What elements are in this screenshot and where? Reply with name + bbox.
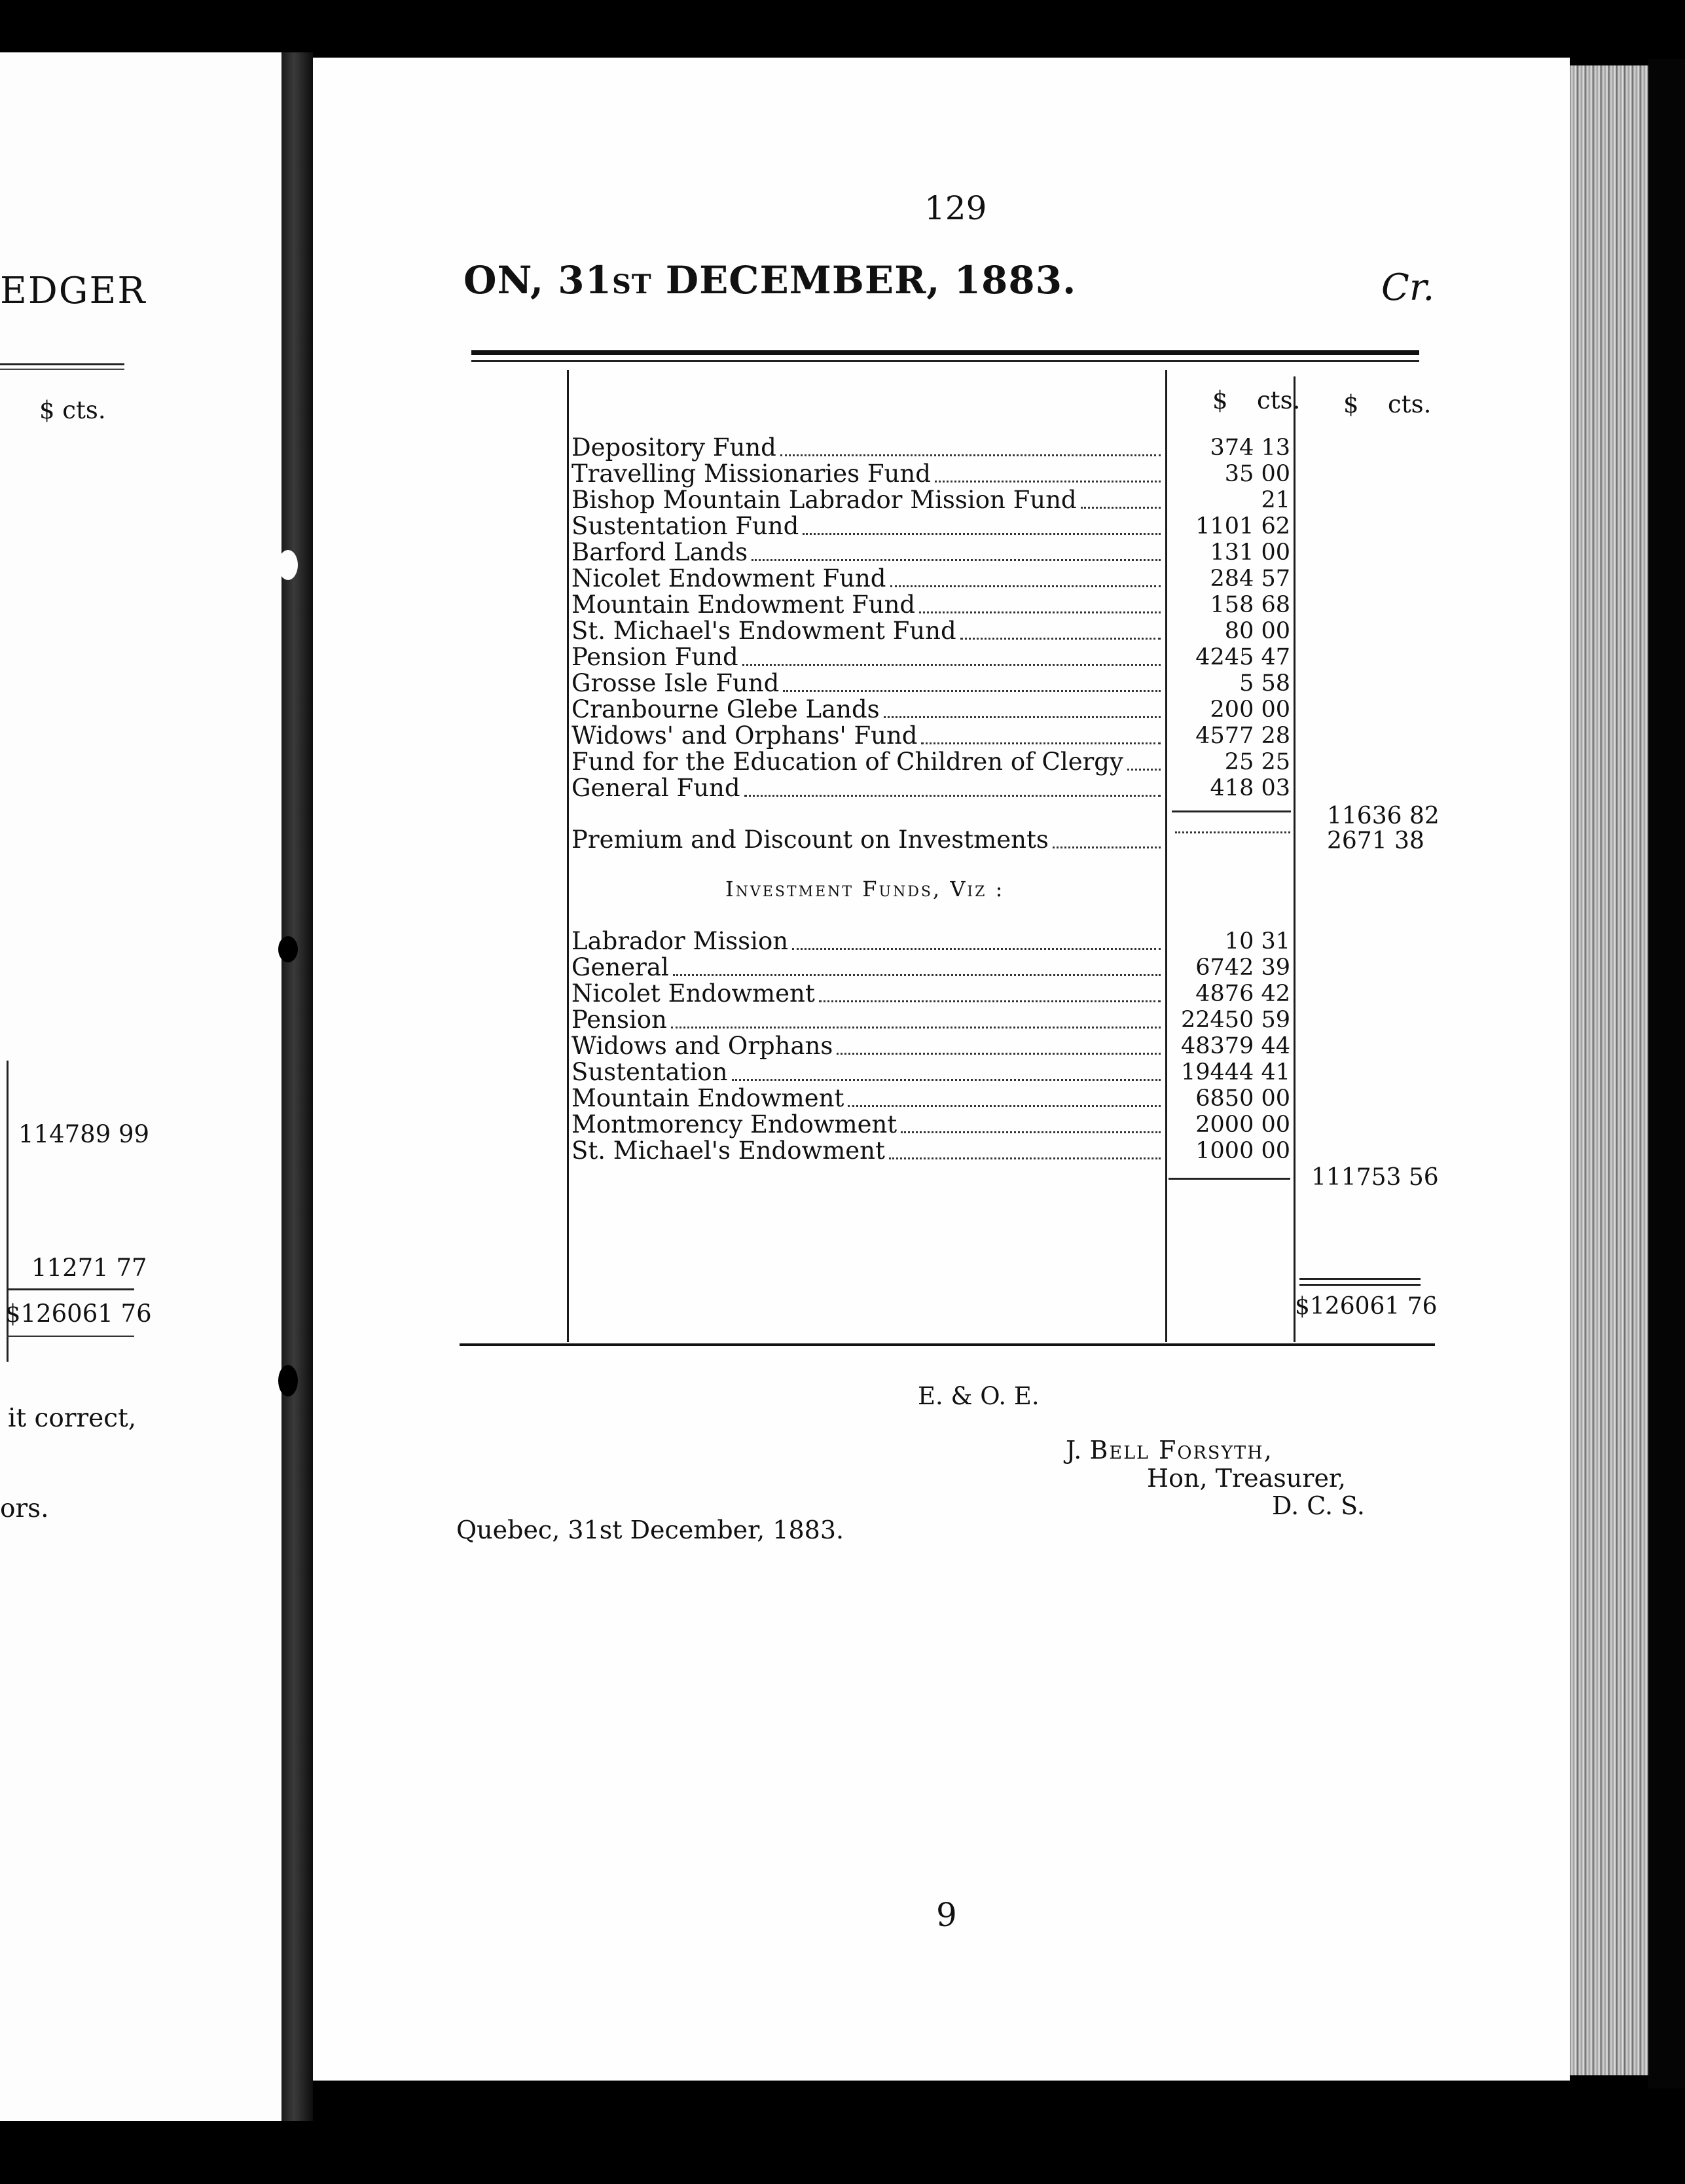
dot-leader	[1127, 769, 1161, 771]
dot-leader	[783, 690, 1161, 692]
fund-label: Sustentation Fund	[571, 512, 799, 540]
credit-label: Cr.	[1381, 266, 1435, 309]
investment-label: Mountain Endowment	[571, 1084, 844, 1112]
dot-leader	[732, 1079, 1161, 1081]
dot-leader	[1053, 846, 1161, 848]
fund-row	[571, 748, 1290, 776]
dot-leader	[921, 742, 1161, 744]
investment-row	[571, 1137, 1290, 1165]
place-date: Quebec, 31st December, 1883.	[456, 1516, 844, 1544]
fund-amount: 80 00	[1224, 618, 1290, 644]
fund-label: Pension Fund	[571, 643, 738, 671]
investment-amount: 6850 00	[1195, 1085, 1290, 1112]
fund-amount: 25 25	[1224, 749, 1290, 775]
fund-amount: 35 00	[1224, 461, 1290, 487]
fund-label: Bishop Mountain Labrador Mission Fund	[571, 486, 1077, 514]
dot-leader	[960, 638, 1161, 640]
investment-heading: Investment Funds, Viz :	[725, 877, 1005, 901]
investment-amount: 19444 41	[1180, 1059, 1290, 1085]
investment-amount: 1000 00	[1195, 1138, 1290, 1164]
fund-row	[571, 564, 1290, 592]
signer-title: Hon, Treasurer,	[1147, 1464, 1346, 1493]
grand-total-rule	[1299, 1278, 1421, 1280]
fund-label: Travelling Missionaries Fund	[571, 460, 931, 488]
column-head-dollars: $	[1343, 390, 1359, 418]
page-heading	[463, 258, 1077, 302]
left-rule	[0, 363, 124, 365]
paper-tear	[278, 936, 298, 962]
left-amount: 11271 77	[31, 1254, 147, 1282]
premium-amount: 2671 38	[1327, 828, 1424, 854]
table-column-line	[1294, 376, 1295, 1342]
left-column-head: $ cts.	[39, 396, 106, 424]
double-rule	[471, 360, 1419, 362]
left-text-fragment: ors.	[0, 1494, 49, 1523]
fund-label: Grosse Isle Fund	[571, 669, 780, 697]
investment-row	[571, 1032, 1290, 1060]
fund-amount: 4245 47	[1195, 644, 1290, 670]
investments-total: 111753 56	[1311, 1164, 1439, 1191]
table-column-line	[567, 370, 569, 1342]
dot-leader	[742, 664, 1161, 666]
fund-row	[571, 591, 1290, 619]
investment-amount: 6742 39	[1195, 955, 1290, 981]
signer-surname: Bell Forsyth,	[1089, 1436, 1273, 1465]
dot-leader	[819, 1000, 1161, 1002]
investment-amount: 22450 59	[1180, 1007, 1290, 1033]
fund-row	[571, 460, 1290, 488]
investment-amount: 48379 44	[1180, 1033, 1290, 1059]
fund-row	[571, 486, 1290, 514]
left-amount: 114789 99	[18, 1120, 150, 1148]
book-gutter	[281, 52, 313, 2121]
fund-label: Barford Lands	[571, 538, 748, 566]
investment-row	[571, 927, 1290, 955]
investment-label: Widows and Orphans	[571, 1032, 833, 1060]
dot-leader	[803, 533, 1161, 535]
fund-row	[571, 721, 1290, 750]
investment-row	[571, 979, 1290, 1008]
page-edges	[1570, 65, 1648, 2075]
dot-leader	[901, 1131, 1161, 1133]
dot-leader	[673, 974, 1161, 976]
fund-label: St. Michael's Endowment Fund	[571, 617, 956, 645]
dot-leader	[884, 716, 1161, 718]
paper-tear	[278, 550, 298, 580]
left-rule	[7, 1288, 134, 1290]
funds-total: 11636 82	[1327, 803, 1440, 829]
errors-omissions-note: E. & O. E.	[918, 1382, 1040, 1410]
left-rule	[7, 1336, 134, 1337]
table-column-line	[1165, 370, 1167, 1342]
fund-amount: 158 68	[1210, 592, 1290, 618]
investment-label: St. Michael's Endowment	[571, 1137, 885, 1165]
signature-mark: 9	[936, 1896, 957, 1934]
left-total: $126061 76	[5, 1300, 152, 1328]
investment-label: Labrador Mission	[571, 927, 789, 955]
investment-row	[571, 1058, 1290, 1086]
investment-row	[571, 1110, 1290, 1138]
investment-label: Nicolet Endowment	[571, 979, 815, 1008]
signer-name	[1066, 1437, 1273, 1463]
left-text-fragment: it correct,	[8, 1404, 137, 1433]
fund-label: General Fund	[571, 774, 740, 802]
page-number: 129	[924, 189, 987, 227]
fund-row	[571, 433, 1290, 462]
fund-amount: 21	[1261, 487, 1290, 513]
fund-label: Cranbourne Glebe Lands	[571, 695, 880, 723]
fund-amount: 131 00	[1210, 539, 1290, 566]
dot-leader	[752, 559, 1161, 561]
left-rule	[0, 369, 124, 370]
fund-amount: 5 58	[1239, 670, 1290, 697]
left-heading-fragment: EDGER	[0, 270, 147, 312]
heading-prefix: ON, 31	[463, 258, 612, 302]
fund-row	[571, 512, 1290, 540]
subtotal-rule	[1172, 810, 1291, 812]
left-page	[0, 52, 281, 2121]
premium-label: Premium and Discount on Investments	[571, 826, 1049, 854]
dot-leader	[671, 1027, 1161, 1028]
heading-ordinal: ST	[611, 269, 652, 300]
column-head-cents: cts.	[1257, 386, 1301, 414]
premium-leader	[1175, 831, 1290, 833]
fund-amount: 200 00	[1210, 697, 1290, 723]
book-edge-shadow	[1648, 59, 1685, 2088]
signer-initial: J.	[1066, 1436, 1090, 1465]
fund-row	[571, 695, 1290, 723]
column-head-cents: cts.	[1388, 390, 1432, 418]
investment-row	[571, 1084, 1290, 1112]
fund-amount: 1101 62	[1195, 513, 1290, 539]
dot-leader	[890, 585, 1161, 587]
grand-total-rule	[1299, 1284, 1421, 1286]
fund-amount: 374 13	[1210, 435, 1290, 461]
dot-leader	[837, 1053, 1161, 1055]
dot-leader	[792, 948, 1161, 950]
dot-leader	[935, 481, 1161, 482]
investment-row	[571, 953, 1290, 981]
dot-leader	[848, 1105, 1161, 1107]
subtotal-rule	[1169, 1178, 1290, 1180]
fund-row	[571, 538, 1290, 566]
fund-label: Fund for the Education of Children of Clergy	[571, 748, 1123, 776]
dot-leader	[780, 454, 1161, 456]
investment-label: Sustentation	[571, 1058, 728, 1086]
paper-tear	[278, 1365, 298, 1396]
grand-total: $126061 76	[1295, 1293, 1438, 1320]
dot-leader	[919, 611, 1161, 613]
signer-organization: D. C. S.	[1272, 1491, 1365, 1520]
investment-label: Pension	[571, 1006, 667, 1034]
investment-amount: 2000 00	[1195, 1112, 1290, 1138]
fund-row	[571, 774, 1290, 802]
investment-amount: 10 31	[1224, 928, 1290, 955]
fund-label: Nicolet Endowment Fund	[571, 564, 886, 592]
investment-label: General	[571, 953, 669, 981]
fund-label: Widows' and Orphans' Fund	[571, 721, 918, 750]
fund-row	[571, 617, 1290, 645]
fund-amount: 284 57	[1210, 566, 1290, 592]
dot-leader	[744, 795, 1161, 797]
premium-row	[571, 827, 1164, 853]
double-rule	[471, 350, 1419, 355]
dot-leader	[889, 1157, 1161, 1159]
column-head-dollars: $	[1212, 386, 1228, 414]
investment-label: Montmorency Endowment	[571, 1110, 897, 1138]
fund-row	[571, 669, 1290, 697]
fund-label: Depository Fund	[571, 433, 776, 462]
dot-leader	[1081, 507, 1161, 509]
fund-label: Mountain Endowment Fund	[571, 591, 916, 619]
fund-amount: 418 03	[1210, 775, 1290, 801]
fund-row	[571, 643, 1290, 671]
heading-suffix: DECEMBER, 1883.	[651, 258, 1077, 302]
table-bottom-rule	[460, 1343, 1435, 1346]
fund-amount: 4577 28	[1195, 723, 1290, 749]
investment-row	[571, 1006, 1290, 1034]
investment-amount: 4876 42	[1195, 981, 1290, 1007]
